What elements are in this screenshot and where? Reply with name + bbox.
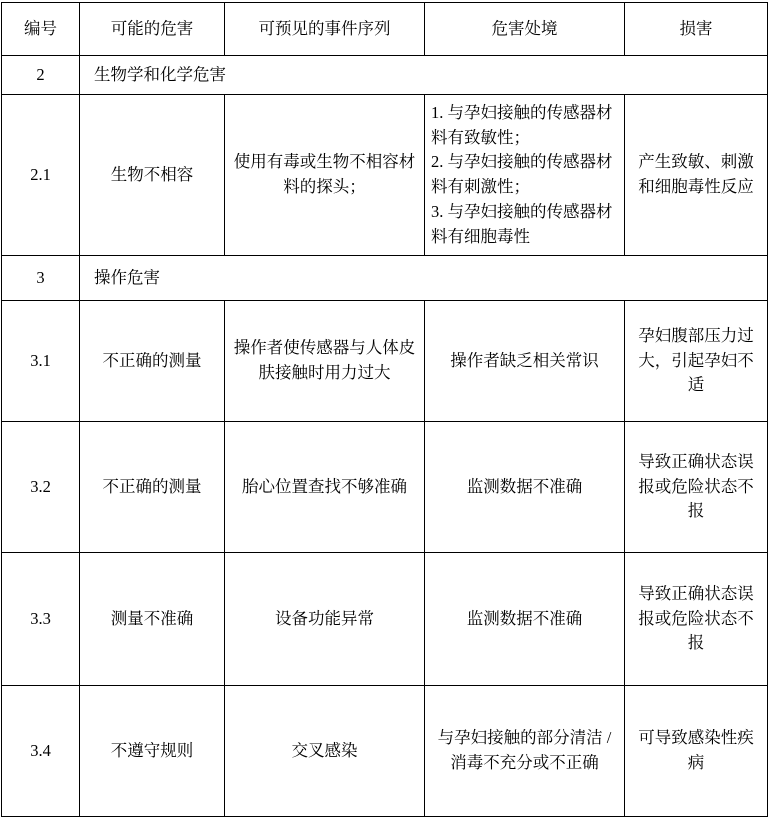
situation-line: 1. 与孕妇接触的传感器材料有致敏性； (431, 102, 613, 147)
row-hazard: 不遵守规则 (80, 686, 225, 817)
row-harm: 孕妇腹部压力过大，引起孕妇不适 (625, 301, 768, 422)
row-hazard: 测量不准确 (80, 553, 225, 686)
table-row (2, 95, 768, 256)
table-header (2, 3, 768, 56)
row-situation: 监测数据不准确 (425, 422, 625, 553)
section-label: 操作危害 (80, 256, 768, 301)
row-sequence: 操作者使传感器与人体皮肤接触时用力过大 (225, 301, 425, 422)
table-header-row (2, 3, 768, 56)
situation-line: 2. 与孕妇接触的传感器材料有刺激性； (431, 152, 613, 196)
row-id: 3.2 (2, 422, 80, 553)
row-sequence: 使用有毒或生物不相容材料的探头； (225, 95, 425, 256)
hazard-analysis-table (1, 2, 768, 817)
row-sequence: 交叉感染 (225, 686, 425, 817)
row-id: 2.1 (2, 95, 80, 256)
row-harm: 导致正确状态误报或危险状态不报 (625, 553, 768, 686)
column-header-hazard: 可能的危害 (80, 3, 225, 56)
row-situation: 操作者缺乏相关常识 (425, 301, 625, 422)
table-row (2, 553, 768, 686)
row-harm: 导致正确状态误报或危险状态不报 (625, 422, 768, 553)
table-row (2, 422, 768, 553)
section-id: 3 (2, 256, 80, 301)
row-harm: 可导致感染性疾病 (625, 686, 768, 817)
table-section-row (2, 256, 768, 301)
row-situation (425, 95, 625, 256)
row-id: 3.3 (2, 553, 80, 686)
table-body (2, 56, 768, 817)
row-situation: 监测数据不准确 (425, 553, 625, 686)
row-hazard: 不正确的测量 (80, 301, 225, 422)
situation-line: 3. 与孕妇接触的传感器材料有细胞毒性 (431, 201, 613, 246)
row-situation: 与孕妇接触的部分清洁 / 消毒不充分或不正确 (425, 686, 625, 817)
table-row (2, 686, 768, 817)
row-sequence: 设备功能异常 (225, 553, 425, 686)
section-id: 2 (2, 56, 80, 95)
table-section-row (2, 56, 768, 95)
row-id: 3.4 (2, 686, 80, 817)
column-header-sequence: 可预见的事件序列 (225, 3, 425, 56)
row-hazard: 不正确的测量 (80, 422, 225, 553)
section-label: 生物学和化学危害 (80, 56, 768, 95)
row-sequence: 胎心位置查找不够准确 (225, 422, 425, 553)
column-header-id: 编号 (2, 3, 80, 56)
column-header-situation: 危害处境 (425, 3, 625, 56)
row-harm: 产生致敏、刺激和细胞毒性反应 (625, 95, 768, 256)
table-row (2, 301, 768, 422)
column-header-harm: 损害 (625, 3, 768, 56)
document-page (0, 2, 768, 788)
row-id: 3.1 (2, 301, 80, 422)
row-hazard: 生物不相容 (80, 95, 225, 256)
